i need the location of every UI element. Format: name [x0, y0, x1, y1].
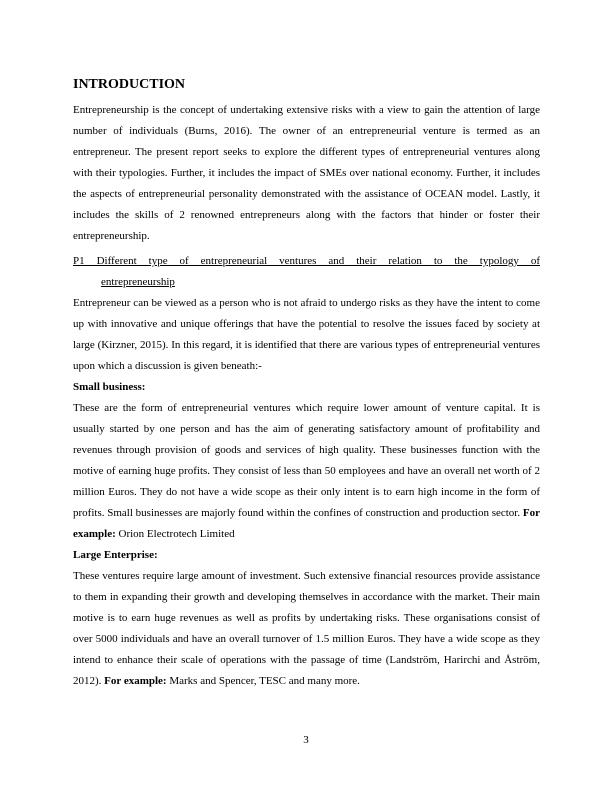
page-number: 3 — [303, 734, 309, 746]
large-enterprise-heading: Large Enterprise: — [73, 549, 158, 561]
introduction-paragraph: Entrepreneurship is the concept of undertaking extensive risks with a view to gain the attention of large number of individuals (Burns, 2016). The owner of an entrepreneurial venture is termed as an entrepreneur. The present report seeks to explore the different types of entrepreneurial ventures along with their typologies. Further, it includes the impact of SMEs over national economy. Further, it includes the aspects of entrepreneurial personality demonstrated with the assistance of OCEAN model. Lastly, it includes the skills of 2 renowned entrepreneurs along with the factors that hinder or foster their entrepreneurship. — [73, 104, 540, 242]
section-p1-paragraph: Entrepreneur can be viewed as a person who is not afraid to undergo risks as they have the intent to come up with innovative and unique offerings that have the potential to resolve the issues faced by society at large (Kirzner, 2015). In this regard, it is identified that there are various types of entrepreneurial ventures upon which a discussion is given beneath:- — [73, 297, 540, 372]
small-business-text: These are the form of entrepreneurial ventures which require lower amount of venture capital. It is usually started by one person and has the aim of generating satisfactory amount of profitability and revenues through provision of goods and services of high quality. These businesses function with the motive of earning huge profits. They consist of less than 50 employees and have an overall net worth of 2 million Euros. They do not have a wide scope as their only intent is to earn high income in the form of profits. Small businesses are majorly found within the confines of construction and production sector. — [73, 402, 540, 519]
small-business-example-text: Orion Electrotech Limited — [115, 528, 235, 540]
large-enterprise-example-label: For example: — [104, 675, 167, 687]
small-business-paragraph — [73, 398, 540, 545]
large-enterprise-text: These ventures require large amount of investment. Such extensive financial resources provide assistance to them in expanding their growth and developing themselves in accordance with the market. Their main motive is to earn huge revenues as well as profits by undertaking risks. These organisations consist of over 5000 individuals and have an overall turnover of 1.5 million Euros. They have a wide scope as they intend to enhance their scale of operations with the passage of time (Landström, Harirchi and Åström, 2012). — [73, 570, 540, 687]
small-business-heading: Small business: — [73, 381, 146, 393]
section-p1-title-continued: entrepreneurship — [101, 276, 175, 288]
large-enterprise-paragraph — [73, 566, 540, 692]
large-enterprise-example-text: Marks and Spencer, TESC and many more. — [166, 675, 360, 687]
small-business-example-label: For example: — [73, 507, 540, 540]
introduction-heading: INTRODUCTION — [73, 77, 186, 92]
section-p1-title: P1 Different type of entrepreneurial ventures and their relation to the typology of — [73, 255, 540, 267]
document-page — [73, 74, 540, 692]
